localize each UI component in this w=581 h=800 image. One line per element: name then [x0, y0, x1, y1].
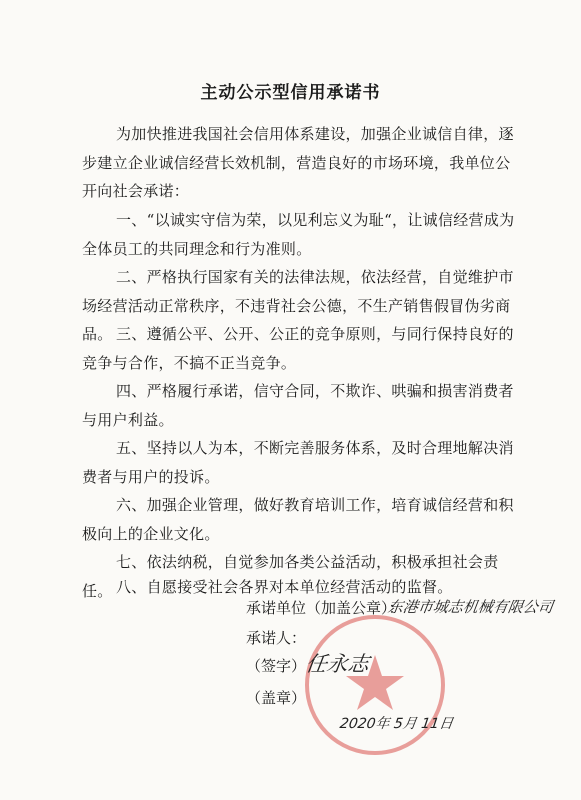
document-title: 主动公示型信用承诺书 — [200, 83, 381, 103]
company-seal — [300, 610, 450, 760]
unit-label: 承诺单位（加盖公章）： — [246, 599, 404, 617]
commitment-item-6: 六、加强企业管理，做好教育培训工作，培育诚信经营和积极向上的企业文化。 — [82, 496, 514, 543]
commitment-item-5: 五、坚持以人为本，不断完善服务体系，及时合理地解决消费者与用户的投诉。 — [82, 439, 514, 486]
intro-paragraph: 为加快推进我国社会信用体系建设，加强企业诚信自律，逐步建立企业诚信经营长效机制，营造良好的市场环境，我单位公开向社会承诺： — [82, 125, 514, 200]
signer-handwritten: 任永志 — [304, 652, 371, 676]
commitment-item-3: 三、遵循公平、公开、公正的竞争原则，与同行保持良好的竞争与合作，不搞不正当竞争。 — [82, 325, 514, 372]
person-label: 承诺人： — [246, 629, 307, 647]
commitment-item-4: 四、严格履行承诺，信守合同，不欺诈、哄骗和损害消费者与用户利益。 — [82, 382, 514, 429]
commitment-item-2: 二、严格执行国家有关的法律法规，依法经营，自觉维护市场经营活动正常秩序，不违背社会公德，不生产销售假冒伪劣商品。 — [82, 268, 514, 343]
unit-name-handwritten: 东港市城志机械有限公司 — [386, 598, 555, 616]
commitment-item-7: 七、依法纳税，自觉参加各类公益活动，积极承担社会责任。 — [82, 553, 499, 600]
sign-label: （签字） — [246, 657, 307, 675]
stamp-label: （盖章） — [246, 689, 307, 707]
signing-date: 2020年 5月 11日 — [338, 716, 455, 732]
commitment-item-8: 八、自愿接受社会各界对本单位经营活动的监督。 — [116, 578, 453, 596]
commitment-item-1: 一、“以诚实守信为荣，以见利忘义为耻“，让诚信经营成为全体员工的共同理念和行为准则。 — [82, 211, 515, 258]
